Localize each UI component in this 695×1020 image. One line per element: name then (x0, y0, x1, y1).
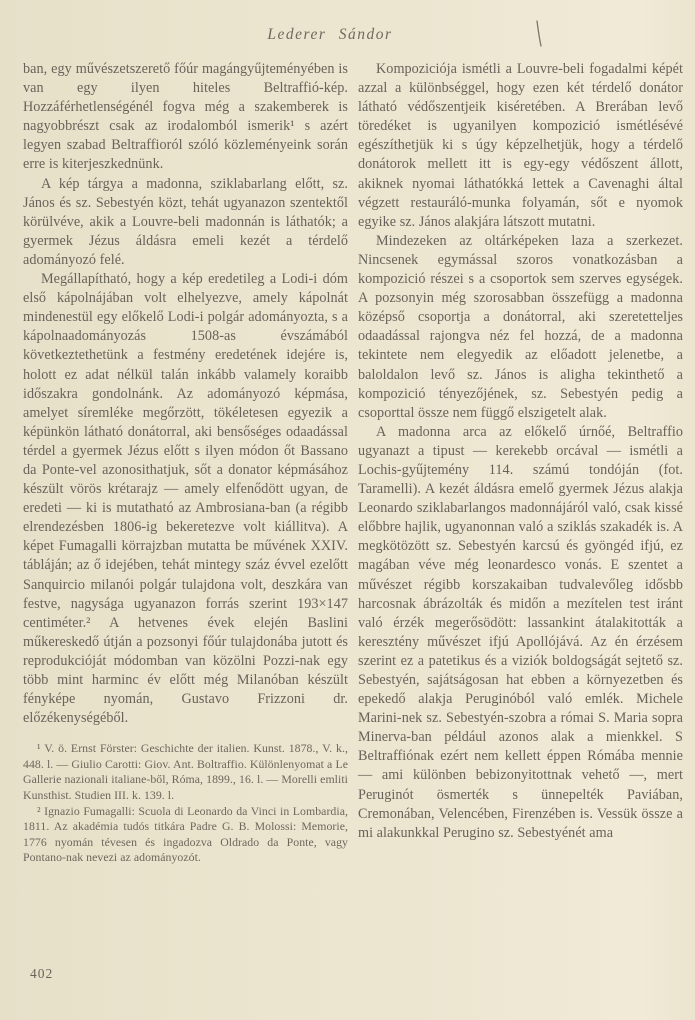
text-columns (23, 60, 683, 866)
footnote: ² Ignazio Fumagalli: Scuola di Leonardo da Vinci in Lombardia, 1811. Az akadémia tudós titkára Padre G. B. Molossi: Memorie, 1776 nyomán tévesen és ingadozva Oldrado da Ponte, vagy Pontano-nak nevezi az adományozót. (23, 803, 348, 865)
paragraph: Mindezeken az oltárképeken laza a szerkezet. Nincsenek egymással szoros vonatkozásban a kompozició részei s a csoportok sem szerves egységek. A pozsonyin még szorosabban összefügg a madonna középső csoportja a donátorral, aki szeretetteljes odaadással rajongva néz fel hozzá, de a madonna tekintete nem elegyedik az előadott jelenetbe, a baloldalon levő sz. János is aligha tekinthető a kompozició tényezőjének, sz. Sebestyén pedig a csoporttal össze nem függő elszigetelt alak. (358, 232, 683, 421)
paragraph: Megállapítható, hogy a kép eredetileg a Lodi-i dóm első kápolnájában volt elhelyezve, amely kápolnát mindenestül egy előkelő Lodi-i polgár adományozta, s a kápolnaadományozás 1508-as évszámából következtethetünk a festmény eredetének idejére is, holott ez adat nélkül talán inkább valamely koraibb időszakra gondolnánk. Az adományozó képmása, amelyet síremléke megőrzött, tökéletesen egyezik a képünkön látható donátorral, aki bensőséges odaadással térdel a gyermek Jézus előtt s ilyen módon őt Bassano da Ponte-vel azonosithatjuk, sőt a donator képmásához készült vörös krétarajz — amely elfenődött ugyan, de eredeti — ki is mutatható az Ambrosiana-ban (a régibb elrendezésben 1806-ig bekeretezve volt kiállitva). A képet Fumagalli körrajzban mutatta be művének XXIV. tábláján; az ő idejében, tehát mintegy száz évvel ezelőtt Sanquircio milanói polgár tulajdona volt, deszkára van festve, nagysága ugyanazon forrás szerint 193×147 centiméter.² A hetvenes évek elején Baslini műkereskedő útján a pozsonyi főúr tulajdonába jutott és reprodukcióját módomban van közölni Pozzi-nak egy több mint harminc év előtt még Milanóban készült fényképe nyomán, Gustavo Frizzoni dr. előzékenységéből. (23, 271, 348, 727)
right-column (358, 60, 683, 866)
footnote: ¹ V. ö. Ernst Förster: Geschichte der italien. Kunst. 1878., V. k., 448. l. — Giulio Carotti: Giov. Ant. Boltraffio. Különlenyomat a Le Gallerie nazionali italiane-ből, Róma, 1899., 16. l. — Morelli emliti Kunsthist. Studien III. k. 139. l. (23, 741, 348, 803)
running-head: Lederer Sándor (267, 26, 393, 43)
paragraph: Kompoziciója ismétli a Louvre-beli fogadalmi képét azzal a különbséggel, hogy ezen két térdelő donátor látható védőszentjeik kiséretében. A Brerában levő töredéket is ugyanilyen kompozició ismétlésévé egészíthetjük ki s úgy képzelhetjük, hogy a térdelő donátorok mellett itt is egy-egy védőszent állott, akiknek nyomai láthatókká lettek a Cavenaghi által végzett restauráló-munka folyamán, sőt e nyomok egyike sz. János alakjára látszott mutatni. (358, 61, 683, 230)
paragraph: A kép tárgya a madonna, sziklabarlang előtt, sz. János és sz. Sebestyén közt, tehát ugyanazon szentektől körülvéve, akik a Louvre-beli madonnán is láthatók; a gyermek Jézus áldásra emeli kezét a térdelő adományozó felé. (23, 175, 348, 268)
paragraph: A madonna arca az előkelő úrnőé, Beltraffio ugyanazt a tipust — kerekebb orcával — ismétli a Lochis-gyűjtemény 114. számú tondóján (fot. Taramelli). A kezét áldásra emelő gyermek Jézus alakja Leonardo sziklabarlangos madonnájáról való, csak kissé előbbre hajlik, ugyanonnan való a sziklás szakadék is. A megkötözött sz. Sebestyén karcsú és gyöngéd ifjú, ez magában véve még leonardesco vonás. E szentet a művészet régibb korszakaiban tudvalevőleg idősbb harcosnak ábrázolták és midőn a mezítelen test iránt való érzék megerősödött: lassankint átalakitották a keresztény művészet ifjú Apollójává. Az én érzésem szerint ez a patetikus és a viziók boldogságát sejtető sz. Sebestyén, sajátságosan hat ebben a környezetben és epekedő alakja Peruginóból való emlék. Michele Marini-nek sz. Sebestyén-szobra a római S. Maria sopra Minerva-ban például azonos alak a mienkkel. S Beltraffiónak ezért nem kellett éppen Rómába mennie — ami különben bebizonyitottnak vehető —, mert Peruginót ösmerték s ünnepelték Paviában, Cremonában, Velencében, Firenzében is. Vessük össze a mi alakunkkal Perugino sz. Sebestyénét ama (358, 423, 683, 841)
pen-mark (534, 20, 544, 48)
footnotes (23, 741, 348, 866)
paragraph: ban, egy művészetszerető főúr magángyűjteményében is van egy ilyen hiteles Beltraffió-kép. Hozzáférhetlenségénél fogva még a szakemberek is nagyobbrészt csak az irodalomból ismerik¹ s azért legyen szabad Beltraffioról szóló közleményeink során erre is kiterjeszkednünk. (23, 61, 348, 173)
page-number: 402 (30, 966, 54, 981)
left-column (23, 60, 348, 866)
